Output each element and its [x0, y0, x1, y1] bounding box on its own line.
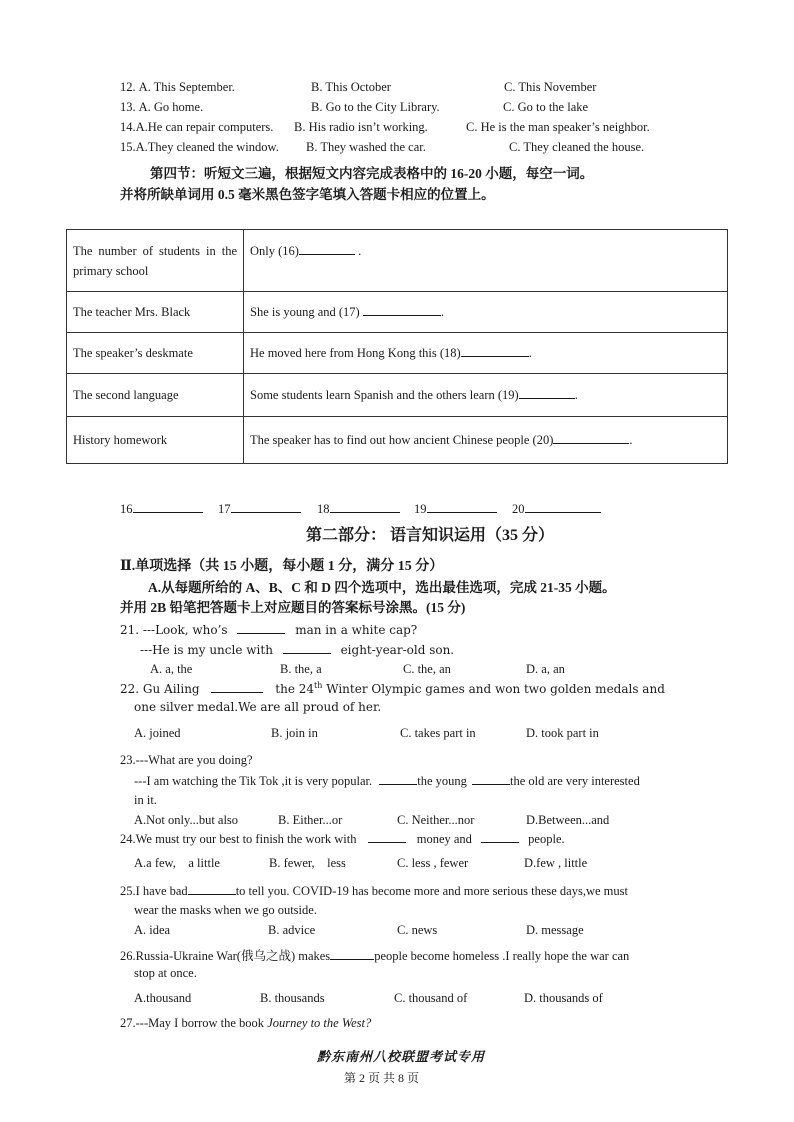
footer-title: 黔东南州八校联盟考试专用: [317, 1049, 486, 1064]
q24-option-c: C. less , fewer: [397, 856, 469, 870]
table-label: The teacher Mrs. Black: [67, 292, 244, 333]
table-content: He moved here from Hong Kong this (18) .: [244, 333, 728, 374]
q24-option-b: B. fewer, less: [269, 856, 346, 870]
answer-blank: [188, 882, 236, 895]
table-row: [67, 417, 728, 464]
q26-option-d: D. thousands of: [524, 991, 603, 1005]
q25-option-a: A. idea: [134, 923, 171, 937]
answer-blank: [330, 947, 374, 960]
q22-option-b: B. join in: [271, 726, 318, 740]
q15-option-b: B. They washed the car.: [306, 140, 426, 154]
page-number: 第 2 页 共 8 页: [344, 1071, 420, 1085]
table-row: [67, 292, 728, 333]
q13-option-b: B. Go to the City Library.: [311, 100, 440, 114]
question-25-line2: wear the masks when we go outside.: [134, 903, 317, 917]
q23-option-a: A.Not only...but also: [134, 813, 239, 827]
question-14: 14.A.He can repair computers.: [120, 120, 274, 134]
table-row: [67, 230, 728, 292]
answer-blank-17: [363, 303, 441, 316]
q25-option-b: B. advice: [268, 923, 316, 937]
answer-slot-18: 18: [317, 500, 400, 517]
question-22-line2: one silver medal.We are all proud of her.: [134, 700, 382, 714]
table-content: She is young and (17) .: [244, 292, 728, 333]
q21-option-d: D. a, an: [526, 662, 565, 676]
question-24: 24.We must try our best to finish the work with money and people.: [120, 832, 565, 846]
answer-blank: [472, 772, 510, 785]
question-26: 26.Russia-Ukraine War(俄乌之战) makes people become homeless .I really hope the war can: [120, 949, 630, 963]
section4-instruction-line1: 第四节：听短文三遍，根据短文内容完成表格中的 16-20 小题，每空一词。: [150, 166, 594, 181]
answer-slot-16: 16: [120, 500, 203, 517]
section-2-title: Ⅱ.单项选择（共 15 小题，每小题 1 分，满分 15 分）: [120, 559, 444, 574]
question-15: 15.A.They cleaned the window.: [120, 140, 279, 154]
q24-option-d: D.few , little: [524, 856, 588, 870]
answer-blank: [283, 641, 331, 654]
q25-option-d: D. message: [526, 923, 584, 937]
answer-slot-20: 20: [512, 500, 601, 517]
q22-option-a: A. joined: [134, 726, 181, 740]
part2-title: 第二部分： 语言知识运用（35 分）: [306, 527, 555, 544]
answer-slot-17: 17: [218, 500, 301, 517]
table-content: Only (16) .: [244, 230, 728, 292]
question-26-line2: stop at once.: [134, 966, 197, 980]
part2-instruction-line1: A.从每题所给的 A、B、C 和 D 四个选项中，选出最佳选项，完成 21-35 小题。: [148, 580, 616, 595]
answer-blank: [211, 680, 263, 693]
answer-slot-19: 19: [414, 500, 497, 517]
question-21: 21. ---Look, who’s man in a white cap?: [120, 623, 418, 637]
q22-option-c: C. takes part in: [400, 726, 476, 740]
q21-option-a: A. a, the: [150, 662, 193, 676]
table-content: The speaker has to find out how ancient Chinese people (20) .: [244, 417, 728, 464]
section4-instruction-line2: 并将所缺单词用 0.5 毫米黑色签字笔填入答题卡相应的位置上。: [120, 187, 495, 202]
q15-option-c: C. They cleaned the house.: [509, 140, 645, 154]
q24-option-a: A.a few, a little: [134, 856, 220, 870]
question-13: 13. A. Go home.: [120, 100, 204, 114]
q25-option-c: C. news: [397, 923, 438, 937]
question-23: 23.---What are you doing?: [120, 753, 253, 767]
q23-option-c: C. Neither...nor: [397, 813, 475, 827]
q12-option-b: B. This October: [311, 80, 391, 94]
listening-table: [66, 229, 728, 464]
answer-blank-16: [299, 242, 355, 255]
answer-blank-18: [461, 344, 529, 357]
question-23-line2: ---I am watching the Tik Tok ,it is very popular. the young the old are very interested: [134, 774, 640, 788]
q21-option-c: C. the, an: [403, 662, 451, 676]
answer-blank: [481, 830, 519, 843]
part2-instruction-line2: 并用 2B 铅笔把答题卡上对应题目的答案标号涂黑。(15 分): [120, 600, 466, 615]
answer-blank-20: [553, 431, 629, 444]
answer-blank: [368, 830, 406, 843]
table-label: The second language: [67, 374, 244, 417]
question-21-line2: ---He is my uncle with eight-year-old son.: [140, 643, 455, 657]
question-22: 22. Gu Ailing the 24th Winter Olympic games and won two golden medals and: [120, 681, 665, 696]
question-27: 27.---May I borrow the book Journey to the West?: [120, 1016, 372, 1030]
answer-blank: [237, 621, 285, 634]
q23-option-b: B. Either...or: [278, 813, 343, 827]
answer-blank-19: [519, 386, 575, 399]
question-12: 12. A. This September.: [120, 80, 235, 94]
q22-option-d: D. took part in: [526, 726, 599, 740]
table-label: The number of students in the primary school: [67, 230, 244, 292]
q26-option-a: A.thousand: [134, 991, 192, 1005]
table-label: The speaker’s deskmate: [67, 333, 244, 374]
q14-option-b: B. His radio isn’t working.: [294, 120, 428, 134]
q26-option-c: C. thousand of: [394, 991, 468, 1005]
q13-option-c: C. Go to the lake: [503, 100, 589, 114]
question-25: 25.I have bad to tell you. COVID-19 has become more and more serious these days,we must: [120, 884, 628, 898]
q23-option-d: D.Between...and: [526, 813, 610, 827]
q14-option-c: C. He is the man speaker’s neighbor.: [466, 120, 650, 134]
table-content: Some students learn Spanish and the others learn (19) .: [244, 374, 728, 417]
table-row: [67, 333, 728, 374]
table-label: History homework: [67, 417, 244, 464]
q12-option-c: C. This November: [504, 80, 597, 94]
question-23-line3: in it.: [134, 793, 157, 807]
answer-blank: [379, 772, 417, 785]
table-row: [67, 374, 728, 417]
q21-option-b: B. the, a: [280, 662, 322, 676]
q26-option-b: B. thousands: [260, 991, 325, 1005]
